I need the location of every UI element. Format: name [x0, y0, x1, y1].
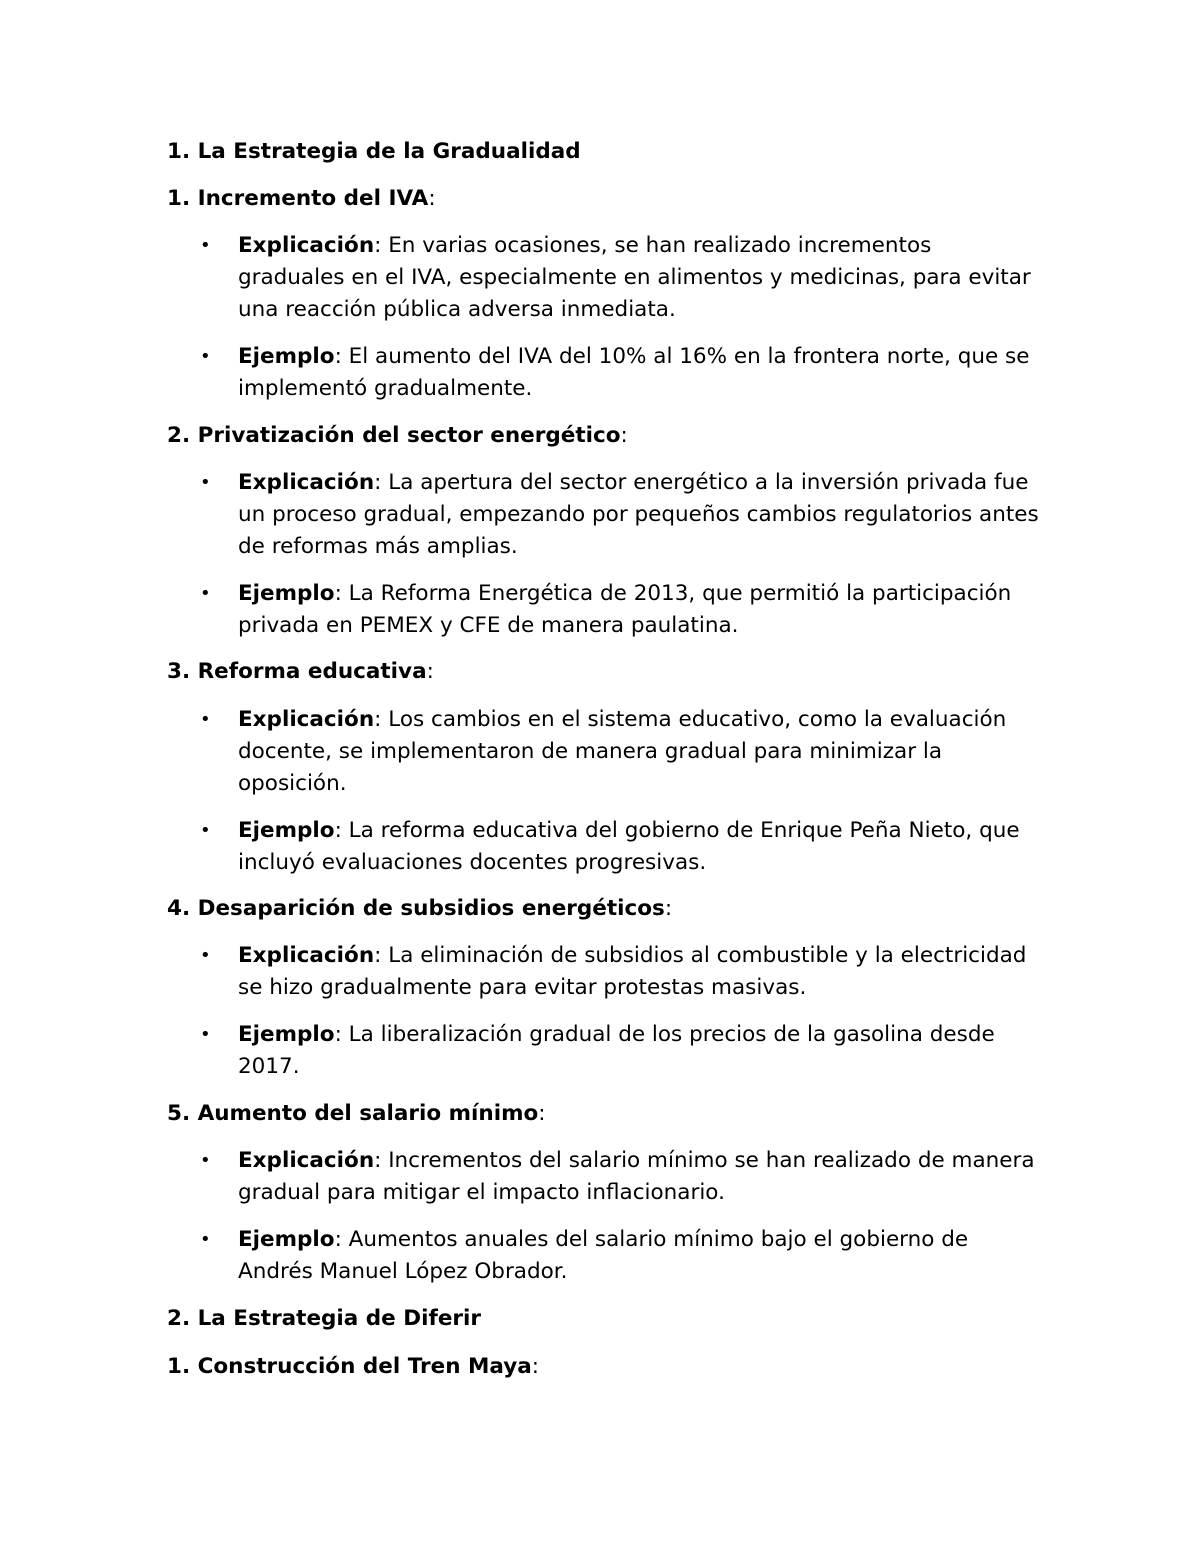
- list-item: • Ejemplo: El aumento del IVA del 10% al 16% en la frontera norte, que se implementó gradualmente.: [200, 341, 1040, 405]
- list-item: • Explicación: Incrementos del salario mínimo se han realizado de manera gradual para mitigar el impacto inflacionario.: [200, 1145, 1040, 1209]
- item-heading: 3. Reforma educativa:: [167, 659, 434, 684]
- item-heading: 1. Incremento del IVA:: [167, 186, 436, 211]
- bullet-icon: •: [200, 1150, 211, 1171]
- section-title: 2. La Estrategia de Diferir: [167, 1306, 481, 1331]
- item-heading: 2. Privatización del sector energético:: [167, 423, 628, 448]
- list-item: • Explicación: En varias ocasiones, se han realizado incrementos graduales en el IVA, especialmente en alimentos y medicinas, para evitar una reacción pública adversa inmediata.: [200, 230, 1040, 326]
- bullet-icon: •: [200, 1024, 211, 1045]
- bullet-icon: •: [200, 346, 211, 367]
- list-item: • Explicación: La eliminación de subsidios al combustible y la electricidad se hizo gradualmente para evitar protestas masivas.: [200, 940, 1040, 1004]
- bullet-icon: •: [200, 583, 211, 604]
- list-item: • Ejemplo: La liberalización gradual de los precios de la gasolina desde 2017.: [200, 1019, 1040, 1083]
- bullet-icon: •: [200, 709, 211, 730]
- list-item: • Ejemplo: La Reforma Energética de 2013, que permitió la participación privada en PEMEX y CFE de manera paulatina.: [200, 578, 1040, 642]
- item-heading: 5. Aumento del salario mínimo:: [167, 1101, 546, 1126]
- list-item: • Explicación: Los cambios en el sistema educativo, como la evaluación docente, se implementaron de manera gradual para minimizar la oposición.: [200, 704, 1040, 800]
- bullet-icon: •: [200, 472, 211, 493]
- bullet-icon: •: [200, 945, 211, 966]
- list-item: • Ejemplo: La reforma educativa del gobierno de Enrique Peña Nieto, que incluyó evaluaciones docentes progresivas.: [200, 815, 1040, 879]
- bullet-icon: •: [200, 1229, 211, 1250]
- list-item: • Ejemplo: Aumentos anuales del salario mínimo bajo el gobierno de Andrés Manuel López Obrador.: [200, 1224, 1040, 1288]
- bullet-icon: •: [200, 820, 211, 841]
- section-title: 1. La Estrategia de la Gradualidad: [167, 139, 581, 164]
- item-heading: 1. Construcción del Tren Maya:: [167, 1354, 539, 1379]
- list-item: • Explicación: La apertura del sector energético a la inversión privada fue un proceso gradual, empezando por pequeños cambios regulatorios antes de reformas más amplias.: [200, 467, 1040, 563]
- bullet-icon: •: [200, 235, 211, 256]
- item-heading: 4. Desaparición de subsidios energéticos:: [167, 896, 673, 921]
